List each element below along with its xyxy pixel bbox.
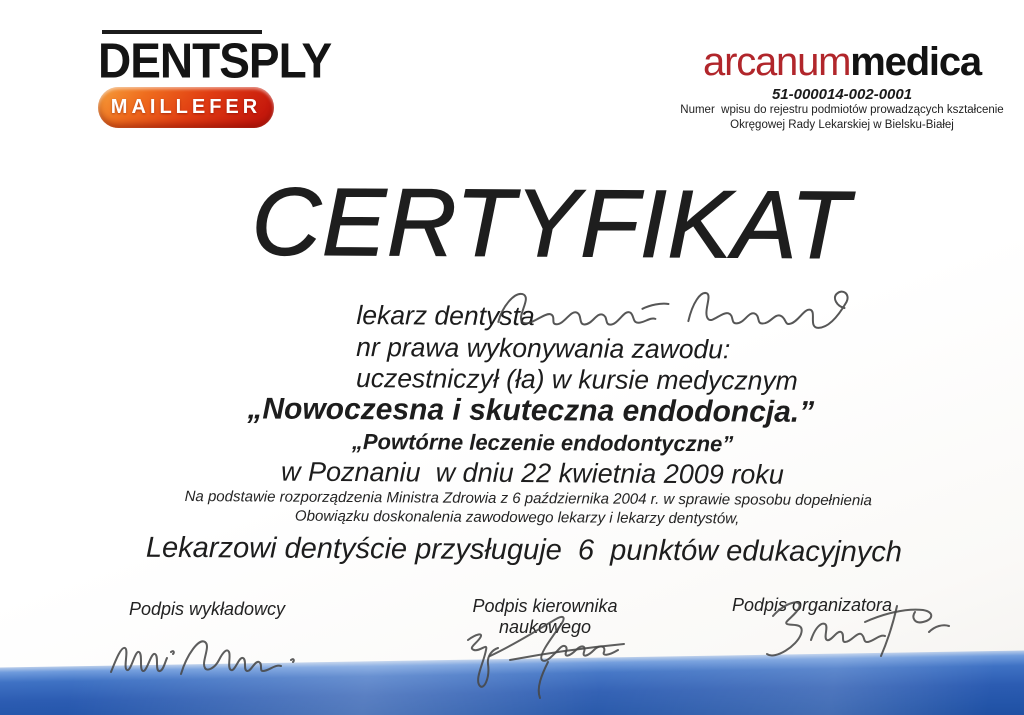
legal-basis-line1: Na podstawie rozporządzenia Ministra Zdrowia z 6 października 2004 r. w sprawie sposobu dopełnienia: [184, 488, 872, 510]
holder-name-ink-path: [688, 291, 847, 328]
participation-line: uczestniczył (ła) w kursie medycznym: [355, 363, 798, 396]
event-date-line: w Poznaniu w dniu 22 kwietnia 2009 roku: [280, 456, 784, 490]
holder-name-ink-path: [498, 294, 668, 325]
signature-ink-scientific-director: [452, 610, 682, 702]
registry-note-line1: Numer wpisu do rejestru podmiotów prowadzących kształcenie: [680, 104, 1004, 116]
signature-ink-path: [490, 617, 618, 661]
signature-ink-lecturer: [105, 628, 320, 676]
signature-ink-path: [811, 624, 885, 642]
legal-basis-line2: Obowiązku doskonalenia zawodowego lekarzy i lekarzy dentystów,: [294, 507, 740, 528]
signature-label-lecturer: Podpis wykładowcy: [128, 599, 286, 619]
signature-ink-organizer: [715, 588, 965, 676]
maillefer-badge-label: MAILLEFER: [110, 95, 262, 118]
signature-ink-path: [865, 610, 949, 632]
arcanum-wordmark-secondary: medica: [850, 40, 981, 84]
arcanum-wordmark-primary: arcanum: [703, 40, 851, 84]
registry-note-line2: Okręgowej Rady Lekarskiej w Bielsku-Białej: [730, 118, 954, 131]
certificate-title: CERTYFIKAT: [251, 168, 851, 280]
signature-label-organizer: Podpis organizatora: [731, 595, 893, 615]
dentsply-wordmark: DENTSPLY: [98, 32, 332, 89]
education-points-line: Lekarzowi dentyście przysługuje 6 punktów edukacyjnych: [145, 531, 903, 569]
course-title: „Nowoczesna i skuteczna endodoncja.”: [247, 392, 815, 429]
signature-ink-path: [111, 641, 294, 674]
signature-ink-path: [767, 602, 802, 655]
signature-ink-path: [539, 662, 548, 698]
holder-name-signature: [492, 282, 864, 342]
license-number-line: nr prawa wykonywania zawodu:: [356, 331, 731, 364]
signature-ink-path: [468, 634, 498, 686]
course-subtitle: „Powtórne leczenie endodontyczne”: [351, 429, 734, 457]
holder-label: lekarz dentysta: [356, 300, 535, 332]
signature-label-scientific-director: Podpis kierownika naukowego: [472, 596, 618, 637]
registry-number: 51-000014-002-0001: [771, 86, 913, 103]
